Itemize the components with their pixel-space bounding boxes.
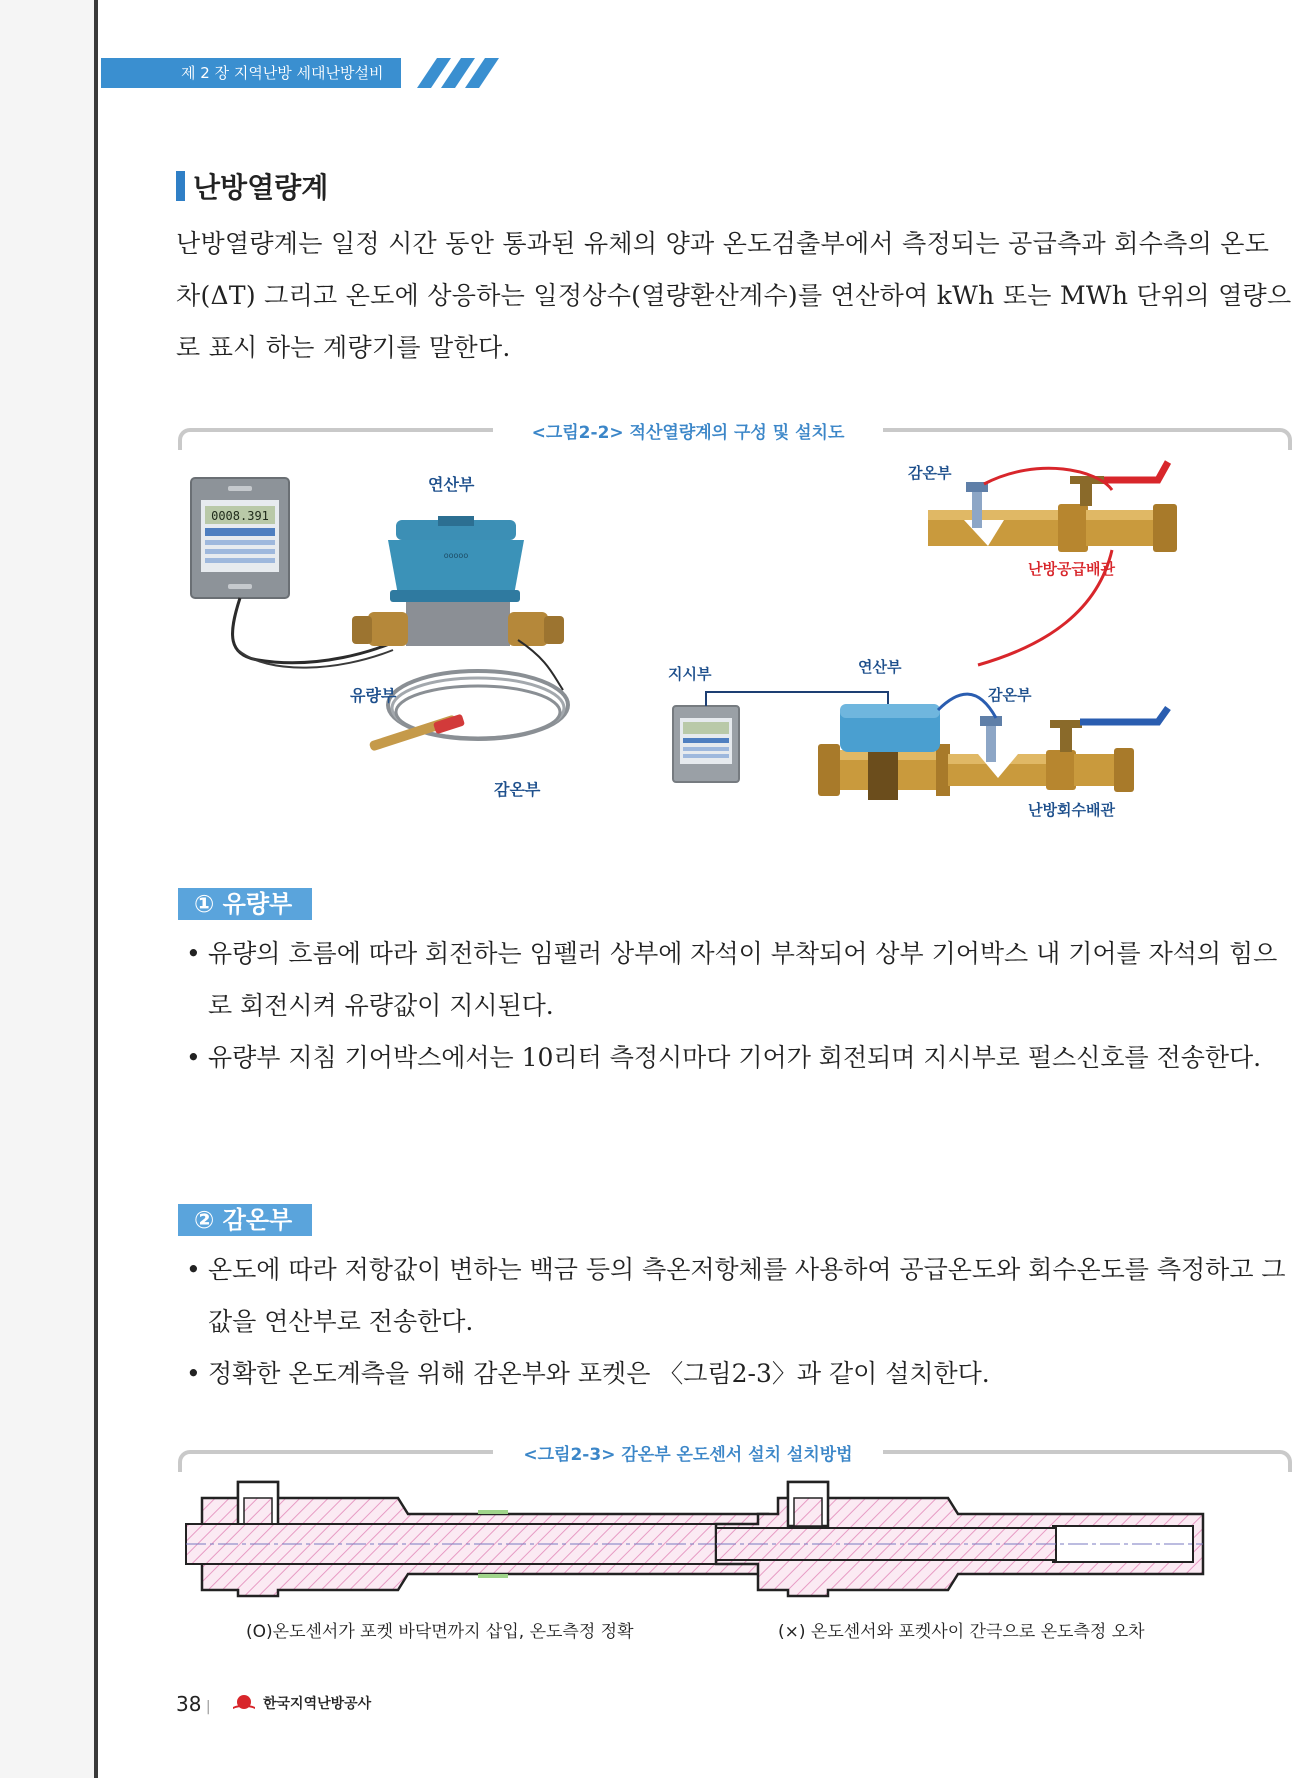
- chapter-stripes-icon: [403, 58, 513, 88]
- display-reading: 0008.391: [211, 509, 269, 523]
- label-temp-left: 감온부: [494, 780, 541, 799]
- figure-2-3-right-caption: (×) 온도센서와 포켓사이 간극으로 온도측정 오차: [778, 1622, 1145, 1642]
- temp-bullet: • 정확한 온도계측을 위해 감온부와 포켓은 〈그림2-3〉과 같이 설치한다.: [186, 1348, 1294, 1400]
- intro-paragraph: 난방열량계는 일정 시간 동안 통과된 유체의 양과 온도검출부에서 측정되는 공급측과 회수측의 온도차(ΔT) 그리고 온도에 상응하는 일정상수(열량환산계수)를 연산하여 kWh 또는 MWh 단위의 열량으로 표시 하는 계량기를 말한다.: [176, 229, 1292, 362]
- flow-section-bullets: [186, 928, 1294, 1084]
- svg-text:ooooo: ooooo: [443, 551, 469, 560]
- pocket-correct: [186, 1482, 768, 1596]
- display-unit-left: [191, 478, 289, 598]
- label-indicator: 지시부: [668, 665, 712, 683]
- sensor-pocket-diagram: [178, 1478, 1297, 1618]
- org-name: 한국지역난방공사: [263, 1696, 372, 1712]
- return-pipe: [818, 704, 1168, 800]
- label-supply-pipe: 난방공급배관: [1028, 560, 1115, 578]
- label-calc-right: 연산부: [858, 658, 902, 676]
- label-calc-left: 연산부: [428, 475, 475, 494]
- scan-margin: [0, 0, 98, 1778]
- temp-section-badge: ② 감온부: [178, 1204, 312, 1236]
- supply-pipe: [928, 462, 1177, 552]
- figure-2-3-left-caption: (O)온도센서가 포켓 바닥면까지 삽입, 온도측정 정확: [246, 1622, 634, 1642]
- temp-bullet: • 온도에 따라 저항값이 변하는 백금 등의 측온저항체를 사용하여 공급온도와 회수온도를 측정하고 그 값을 연산부로 전송한다.: [186, 1244, 1294, 1348]
- figure-2-3-caption: <그림2-3> 감온부 온도센서 설치 설치방법: [493, 1440, 883, 1465]
- org-logo: [231, 1693, 371, 1713]
- figure-2-2-caption: <그림2-2> 적산열량계의 구성 및 설치도: [493, 418, 883, 443]
- pocket-incorrect: [716, 1482, 1203, 1596]
- label-temp-bottom: 감온부: [988, 686, 1032, 704]
- display-unit-right: [673, 706, 739, 782]
- section-title-text: 난방열량계: [193, 171, 329, 204]
- page-number: 38 |: [176, 1692, 211, 1716]
- calc-unit-left: [388, 516, 524, 602]
- page-number-text: 38: [176, 1692, 202, 1716]
- flow-bullet: • 유량의 흐름에 따라 회전하는 임펠러 상부에 자석이 부착되어 상부 기어박스 내 기어를 자석의 힘으로 회전시켜 유량값이 지시된다.: [186, 928, 1294, 1032]
- label-temp-top: 감온부: [908, 464, 952, 482]
- heat-meter-diagram: [168, 460, 1297, 820]
- flow-bullet: • 유량부 지침 기어박스에서는 10리터 측정시마다 기어가 회전되며 지시부로 펄스신호를 전송한다.: [186, 1032, 1294, 1084]
- label-flow-left: 유량부: [350, 686, 397, 705]
- document-page: [98, 0, 1297, 1778]
- temp-section-bullets: [186, 1244, 1294, 1400]
- title-bar-icon: [176, 171, 185, 201]
- label-return-pipe: 난방회수배관: [1028, 801, 1115, 819]
- chapter-header: 제 2 장 지역난방 세대난방설비: [101, 58, 401, 88]
- flow-section-badge: ① 유량부: [178, 888, 312, 920]
- section-title: [176, 166, 328, 206]
- kdhc-logo-icon: [231, 1694, 257, 1712]
